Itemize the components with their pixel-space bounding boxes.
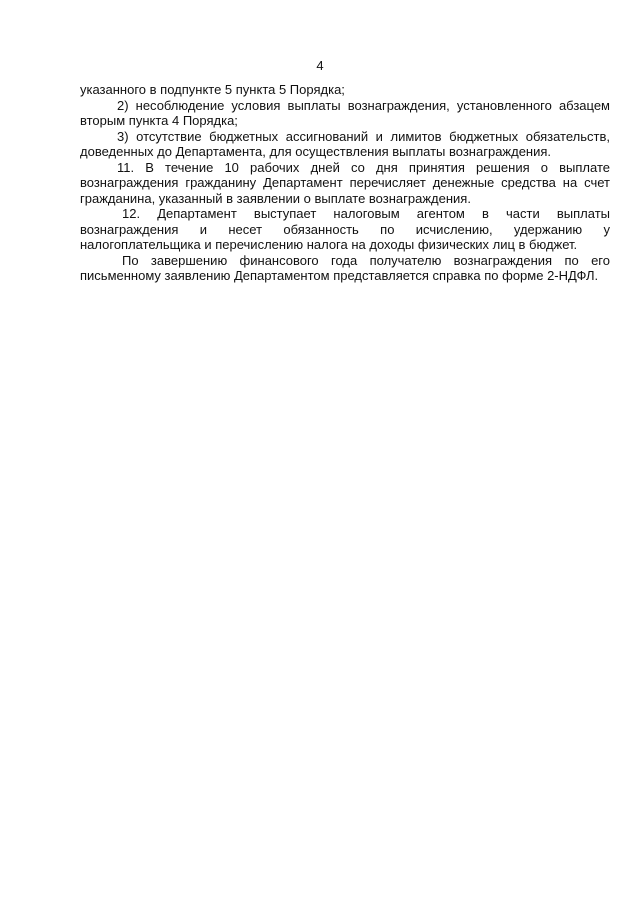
paragraph-clause-11: 11. В течение 10 рабочих дней со дня принятия решения о выплате вознаграждения гражданину Департамент перечисляет денежные средства на счет гражданина, указанный в заявлении о выплате вознаграждения. <box>80 159 610 206</box>
paragraph-clause-12: 12. Департамент выступает налоговым агентом в части выплаты вознаграждения и несет обязанность по исчислению, удержанию у налогоплательщика и перечислению налога на доходы физических лиц в бюджет. <box>80 206 610 252</box>
document-text <box>80 82 610 284</box>
paragraph-item-2: 2) несоблюдение условия выплаты вознаграждения, установленного абзацем вторым пункта 4 Порядка; <box>80 97 610 128</box>
paragraph-closing: По завершению финансового года получателю вознаграждения по его письменному заявлению Департаментом представляется справка по форме 2-НДФЛ. <box>80 252 610 283</box>
page-number: 4 <box>316 58 324 73</box>
paragraph-item-3: 3) отсутствие бюджетных ассигнований и лимитов бюджетных обязательств, доведенных до Департамента, для осуществления выплаты вознаграждения. <box>80 128 610 159</box>
paragraph-continuation: указанного в подпункте 5 пункта 5 Порядка; <box>80 82 345 97</box>
